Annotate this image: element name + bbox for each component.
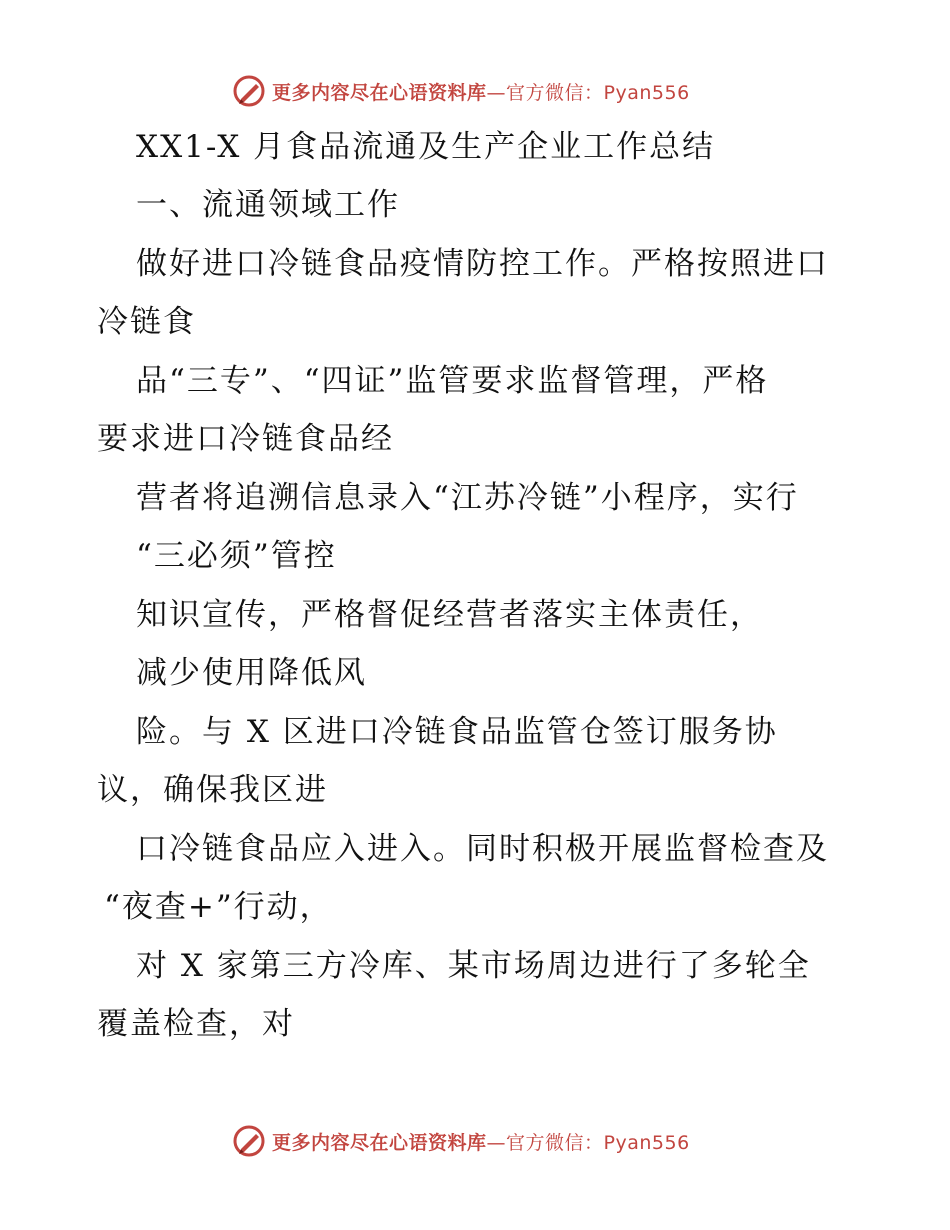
paragraph-line: 营者将追溯信息录入“江苏冷链”小程序，实行 (136, 480, 799, 516)
pen-logo-icon (232, 74, 266, 108)
section-heading: 一、流通领域工作 (136, 187, 400, 223)
paragraph-line: 知识宣传，严格督促经营者落实主体责任， (136, 597, 763, 633)
banner-title: 更多内容尽在心语资料库 (272, 1131, 487, 1154)
banner-dash: — (486, 1131, 507, 1154)
paragraph-line: 口冷链食品应入进入。同时积极开展监督检查及 (136, 831, 829, 867)
pen-logo-icon (232, 1124, 266, 1158)
paragraph-line: 做好进口冷链食品疫情防控工作。严格按照进口 (136, 246, 829, 282)
paragraph-line: 议，确保我区进 (97, 772, 328, 808)
paragraph-line: “夜查+”行动， (104, 889, 333, 925)
paragraph-line: 冷链食 (97, 304, 196, 340)
banner-dash: — (486, 81, 507, 104)
paragraph-line: 险。与 X 区进口冷链食品监管仓签订服务协 (136, 714, 778, 750)
banner-subtitle: 官方微信： (506, 1131, 604, 1154)
document-title: XX1-X 月食品流通及生产企业工作总结 (136, 129, 716, 165)
paragraph-line: 减少使用降低风 (136, 655, 367, 691)
paragraph-line: “三必须”管控 (136, 538, 337, 574)
paragraph-line: 对 X 家第三方冷库、某市场周边进行了多轮全 (136, 948, 811, 984)
paragraph-line: 要求进口冷链食品经 (97, 421, 394, 457)
header-banner (232, 74, 690, 108)
banner-title: 更多内容尽在心语资料库 (272, 81, 487, 104)
paragraph-line: 覆盖检查，对 (97, 1006, 295, 1042)
footer-banner (232, 1124, 690, 1158)
banner-wechat-id: Pyan556 (603, 81, 690, 104)
paragraph-line: 品“三专”、“四证”监管要求监督管理，严格 (136, 363, 769, 399)
banner-wechat-id: Pyan556 (603, 1131, 690, 1154)
banner-subtitle: 官方微信： (506, 81, 604, 104)
